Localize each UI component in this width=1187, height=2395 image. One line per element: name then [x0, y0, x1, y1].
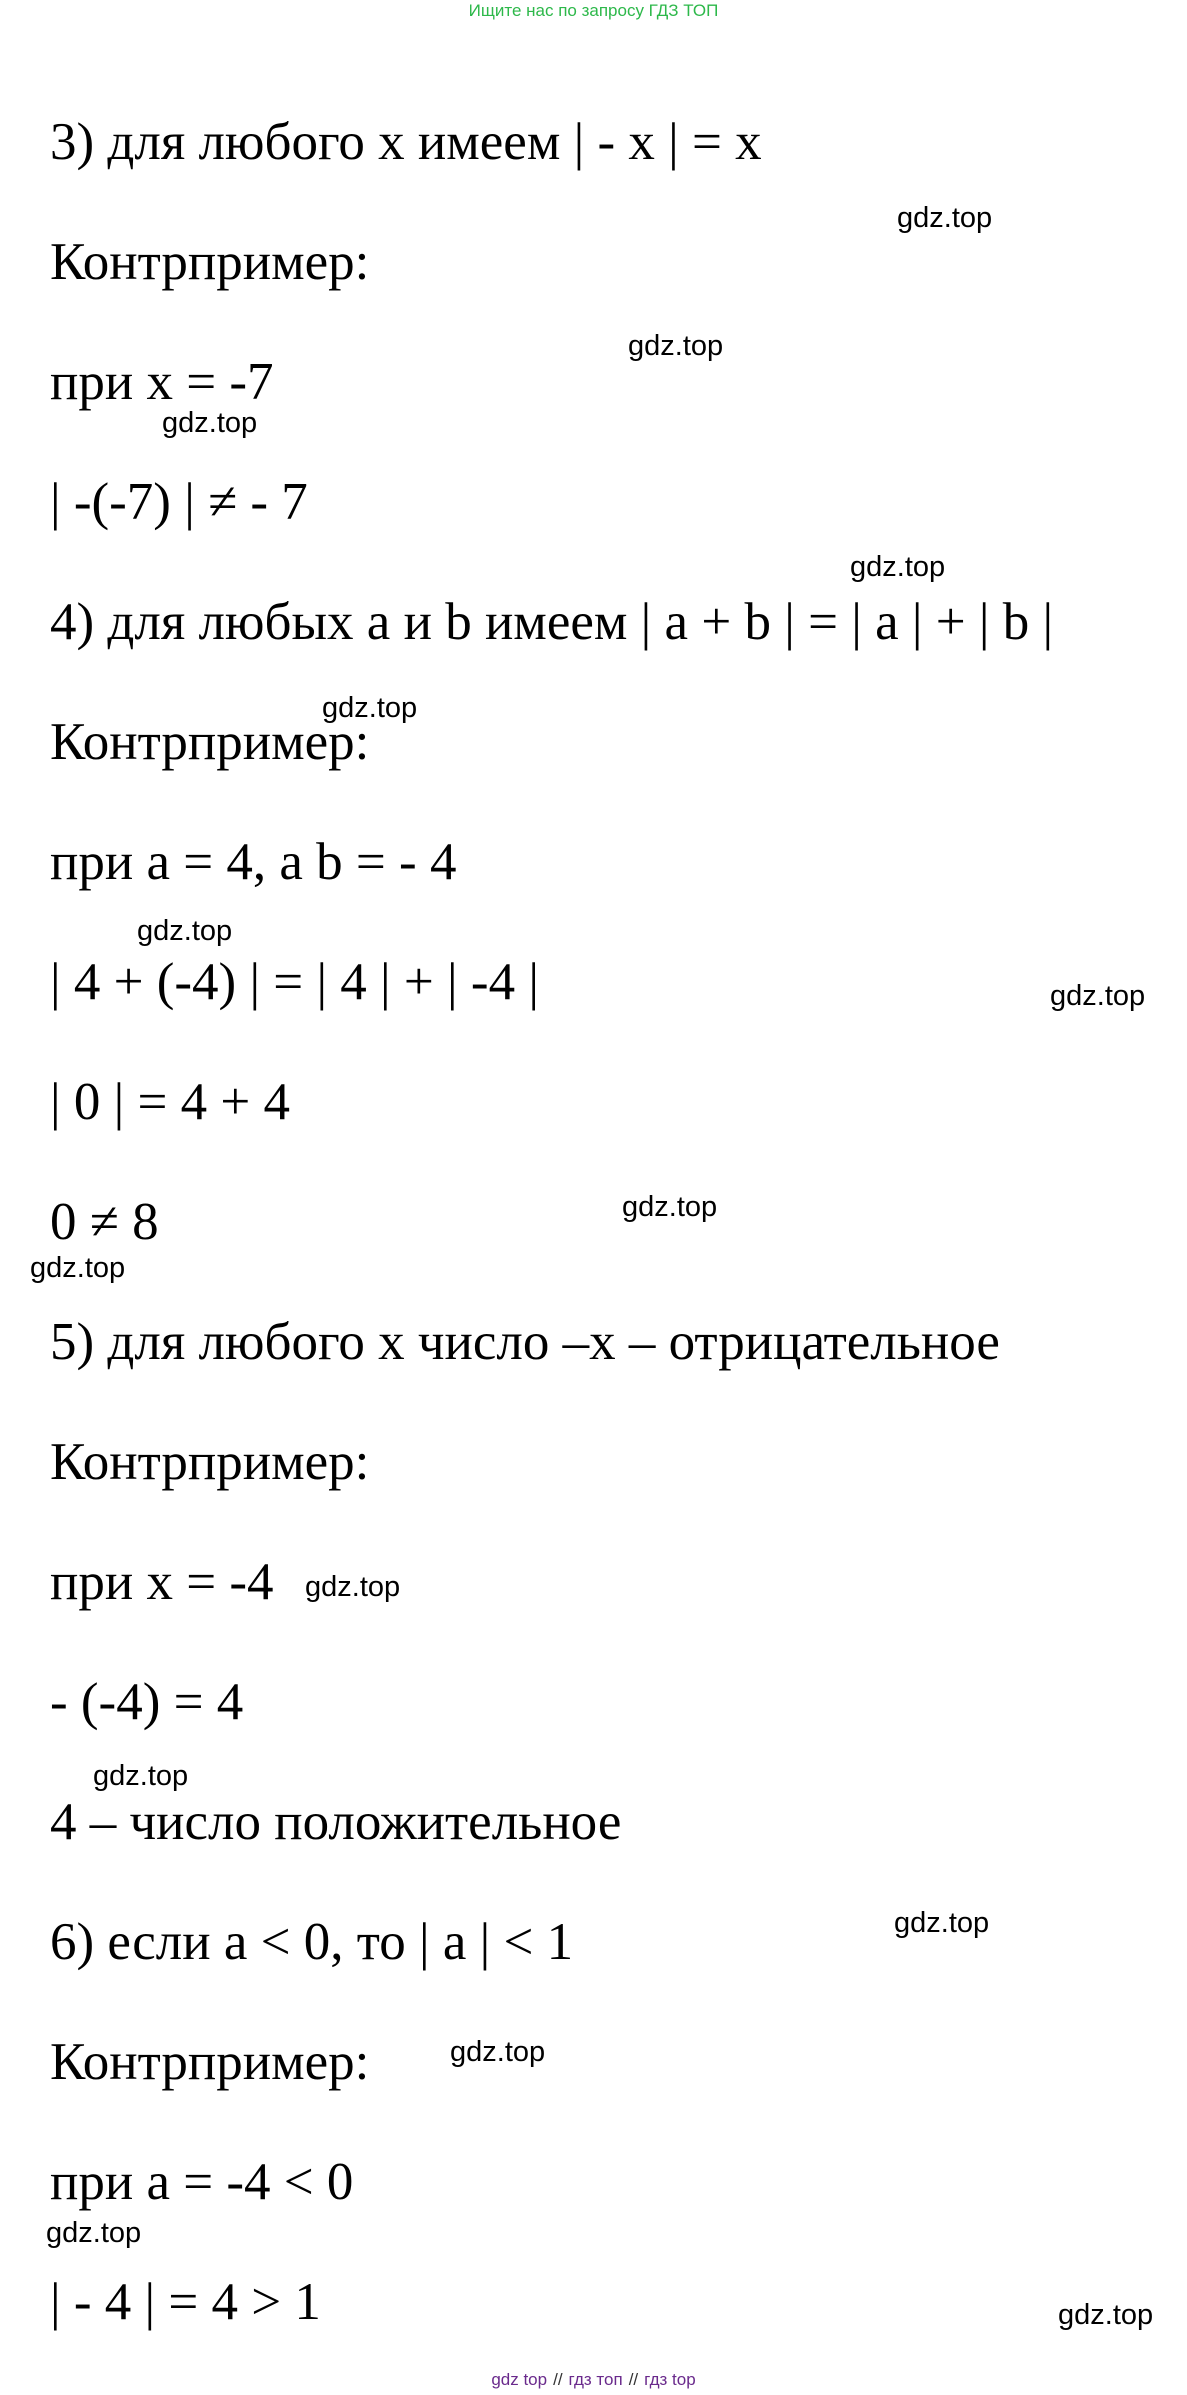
task-4-condition: при a = 4, а b = - 4: [50, 833, 457, 891]
task-6-result: | - 4 | = 4 > 1: [50, 2273, 321, 2331]
watermark: gdz.top: [628, 330, 724, 362]
watermark: gdz.top: [622, 1191, 718, 1223]
watermark: gdz.top: [137, 915, 233, 947]
footer-links: [0, 2369, 1187, 2391]
task-4-statement: 4) для любых a и b имеем | a + b | = | a | + | b |: [50, 593, 1054, 651]
watermark: gdz.top: [894, 1907, 990, 1939]
watermark: gdz.top: [162, 407, 258, 439]
task-4-simplified: | 0 | = 4 + 4: [50, 1073, 291, 1131]
watermark: gdz.top: [1050, 980, 1146, 1012]
watermark: gdz.top: [897, 202, 993, 234]
task-5-condition: при x = -4: [50, 1553, 274, 1611]
header-search-note: Ищите нас по запросу ГДЗ ТОП: [468, 1, 719, 20]
watermark: gdz.top: [1058, 2299, 1154, 2331]
watermark: gdz.top: [850, 551, 946, 583]
counterexample-label: Контрпример:: [50, 2033, 370, 2091]
footer-separator: //: [628, 2370, 639, 2389]
task-4-equation: | 4 + (-4) | = | 4 | + | -4 |: [50, 953, 539, 1011]
watermark: gdz.top: [322, 692, 418, 724]
watermark: gdz.top: [450, 2036, 546, 2068]
task-3-result: | -(-7) | ≠ - 7: [50, 473, 308, 531]
task-3-statement: 3) для любого x имеем | - x | = x: [50, 113, 762, 171]
watermark: gdz.top: [305, 1571, 401, 1603]
watermark: gdz.top: [46, 2217, 142, 2249]
task-5-equation: - (-4) = 4: [50, 1673, 244, 1731]
task-5-result: 4 – число положительное: [50, 1793, 622, 1851]
footer-link[interactable]: gdz top: [491, 2370, 548, 2389]
footer-link[interactable]: гдз top: [644, 2370, 696, 2389]
counterexample-label: Контрпример:: [50, 233, 370, 291]
task-6-condition: при a = -4 < 0: [50, 2153, 354, 2211]
footer-link[interactable]: гдз топ: [568, 2370, 623, 2389]
footer-separator: //: [553, 2370, 563, 2389]
task-3-condition: при x = -7: [50, 353, 274, 411]
task-6-statement: 6) если a < 0, то | a | < 1: [50, 1913, 574, 1971]
watermark: gdz.top: [93, 1760, 189, 1792]
watermark: gdz.top: [30, 1252, 126, 1284]
counterexample-label: Контрпример:: [50, 1433, 370, 1491]
counterexample-label: Контрпример:: [50, 713, 370, 771]
task-4-result: 0 ≠ 8: [50, 1193, 159, 1251]
task-5-statement: 5) для любого x число –x – отрицательное: [50, 1313, 1000, 1371]
